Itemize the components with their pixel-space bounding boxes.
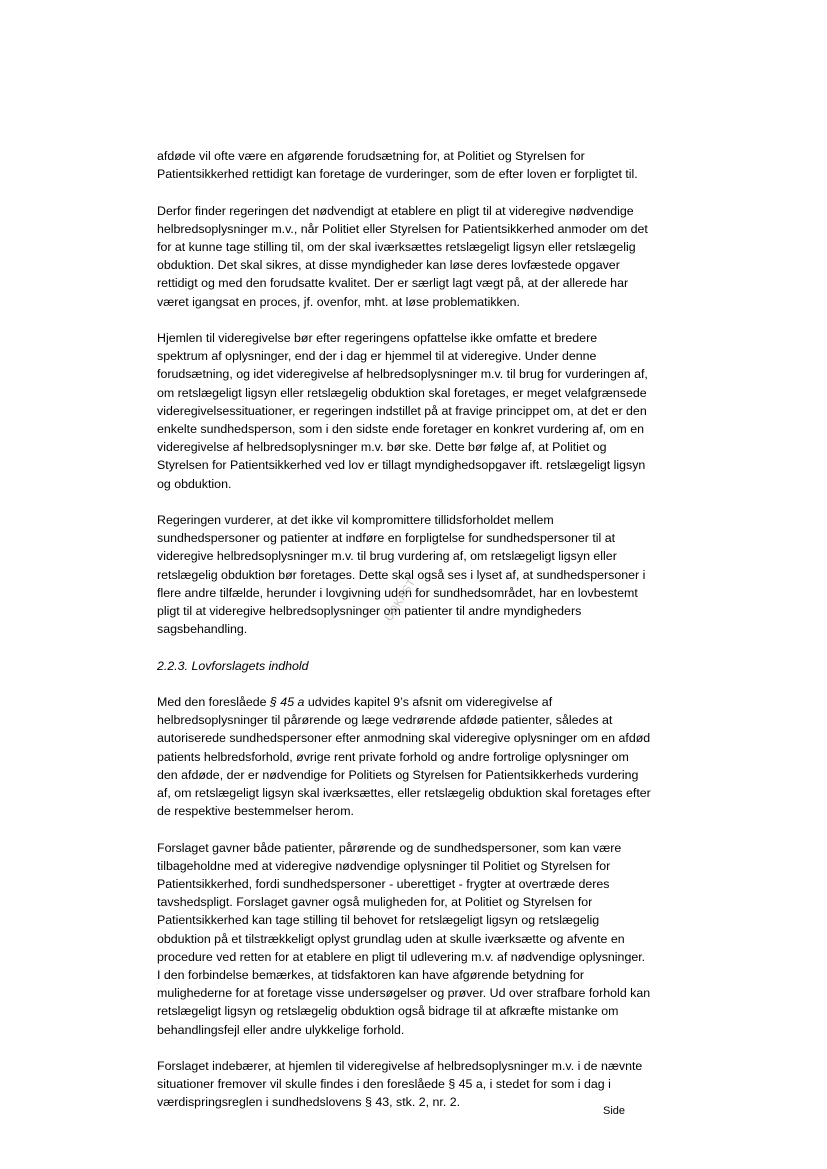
text-line: situationer fremover vil skulle findes i den foreslåede § 45 a, i stedet for som i dag i: [157, 1077, 611, 1092]
text-line: Patientsikkerhed kan tage stilling til behovet for retslægeligt ligsyn og retslægelig: [157, 913, 600, 928]
section-heading: [157, 657, 677, 675]
text-line: og obduktion.: [157, 476, 232, 491]
paragraph-6: [157, 839, 677, 1039]
paragraph-7: [157, 1057, 677, 1112]
text-line: afdøde vil ofte være en afgørende forudsætning for, at Politiet og Styrelsen for: [157, 149, 585, 163]
paragraph-2: [157, 202, 677, 311]
body-text: [157, 147, 677, 1130]
text-run: udvides kapitel 9’s afsnit om videregivelse af: [304, 695, 553, 710]
text-line: mulighederne for at foretage visse undersøgelser og prøver. Ud over strafbare forhold kan: [157, 986, 651, 1001]
text-line: Patientsikkerhed rettidigt kan foretage de vurderinger, som de efter loven er forpligtet til.: [157, 167, 638, 182]
text-line: I den forbindelse bemærkes, at tidsfaktoren kan have afgørende betydning for: [157, 968, 585, 983]
text-line: tilbageholdne med at videregive nødvendige oplysninger til Politiet og Styrelsen for: [157, 858, 611, 873]
text-line: rettidigt og med den forudsatte kvalitet. Der er særligt lagt vægt på, at der allerede har: [157, 276, 629, 291]
text-line: været igangsat en proces, jf. ovenfor, mht. at løse problematikken.: [157, 294, 520, 309]
text-line: af, om retslægeligt ligsyn skal iværksættes, eller retslægelig obduktion skal foretages efter: [157, 786, 651, 801]
text-line: Styrelsen for Patientsikkerhed ved lov er tillagt myndighedsopgaver ift. retslægeligt ligsyn: [157, 458, 646, 473]
text-line: om retslægeligt ligsyn eller retslægelig obduktion skal foretages, er meget velafgrænsede: [157, 385, 647, 400]
text-line: enkelte sundhedsperson, som i den sidste ende foretager en konkret vurdering af, om en: [157, 422, 644, 437]
text-line: videregive helbredsoplysninger m.v. til brug vurdering af, om retslægeligt ligsyn eller: [157, 549, 617, 564]
text-line: Derfor finder regeringen det nødvendigt at etablere en pligt til at videregive nødvendige: [157, 203, 634, 218]
text-line: Forslaget gavner både patienter, pårørende og de sundhedspersoner, som kan være: [157, 840, 622, 855]
text-line: flere andre tilfælde, herunder i lovgivning uden for sundhedsområdet, har en lovbestemt: [157, 585, 638, 600]
text-line: de respektive bestemmelser herom.: [157, 804, 354, 819]
text-line: patients helbredsforhold, øvrige rent private forhold og andre fortrolige oplysninger om: [157, 749, 629, 764]
text-line: retslægeligt ligsyn og retslægelig obduktion også bidrage til at afkræfte mistanke om: [157, 1004, 619, 1019]
text-line: værdispringsreglen i sundhedslovens § 43, stk. 2, nr. 2.: [157, 1095, 461, 1110]
text-line: sundhedspersoner og patienter at indføre en forpligtelse for sundhedspersoner til at: [157, 531, 616, 546]
text-line: Patientsikkerhed, fordi sundhedspersoner - uberettiget - frygter at overtræde deres: [157, 877, 610, 892]
text-line: Hjemlen til videregivelse bør efter regeringens opfattelse ikke omfatte et bredere: [157, 331, 598, 345]
page-footer-label: Side: [603, 1105, 626, 1117]
text-line: helbredsoplysninger m.v., når Politiet eller Styrelsen for Patientsikkerhed anmoder om det: [157, 221, 648, 236]
paragraph-4: [157, 511, 677, 638]
text-line: videregivelse af helbredsoplysninger m.v. bør ske. Dette bør følge af, at Politiet og: [157, 440, 607, 455]
text-line: Regeringen vurderer, at det ikke vil kompromittere tillidsforholdet mellem: [157, 513, 554, 528]
text-line: Forslaget indebærer, at hjemlen til videregivelse af helbredsoplysninger m.v. i de nævnte: [157, 1059, 643, 1074]
text-line: helbredsoplysninger til pårørende og læge vedrørende afdøde patienter, således at: [157, 713, 613, 728]
paragraph-3: [157, 329, 677, 493]
text-line: tavshedspligt. Forslaget gavner også muligheden for, at Politiet og Styrelsen for: [157, 895, 593, 910]
section-heading-text: 2.2.3. Lovforslagets indhold: [157, 658, 309, 673]
text-line: obduktion på et tilstrækkeligt oplyst grundlag uden at skulle iværksætte og afvente en: [157, 931, 625, 946]
text-line: procedure ved retten for at etablere en pligt til udlevering m.v. af nødvendige oplysninger.: [157, 949, 646, 964]
text-line: spektrum af oplysninger, end der i dag er hjemmel til at videregive. Under denne: [157, 349, 597, 364]
text-line: retslægelig obduktion bør foretages. Dette skal også ses i lyset af, at sundhedspersoner i: [157, 567, 646, 582]
text-line: videregivelsessituationer, er regeringen indstillet på at fravige princippet om, at det er den: [157, 403, 647, 418]
text-line: pligt til at videregive helbredsoplysninger om patienter til andre myndigheders: [157, 604, 582, 619]
draft-watermark: UDKAST: [383, 576, 419, 624]
paragraph-1: [157, 147, 677, 183]
text-line: for at kunne tage stilling til, om der skal iværksættes retslægeligt ligsyn eller retslægelig: [157, 240, 636, 254]
paragraph-5: [157, 693, 677, 820]
text-line: forudsætning, og idet videregivelse af helbredsoplysninger m.v. til brug for vurderingen af,: [157, 367, 648, 382]
text-line: obduktion. Det skal sikres, at disse myndigheder kan løse deres lovfæstede opgaver: [157, 258, 620, 273]
text-run: Med den foreslåede: [157, 695, 270, 710]
text-line: den afdøde, der er nødvendige for Politiets og Styrelsen for Patientsikkerheds vurdering: [157, 767, 639, 782]
text-line: behandlingsfejl eller andre ulykkelige forhold.: [157, 1022, 405, 1037]
text-line: [157, 693, 677, 711]
text-line: autoriserede sundhedspersoner efter anmodning skal videregive oplysninger om en afdød: [157, 731, 651, 746]
text-line: sagsbehandling.: [157, 622, 248, 637]
section-reference: § 45 a: [269, 695, 305, 710]
